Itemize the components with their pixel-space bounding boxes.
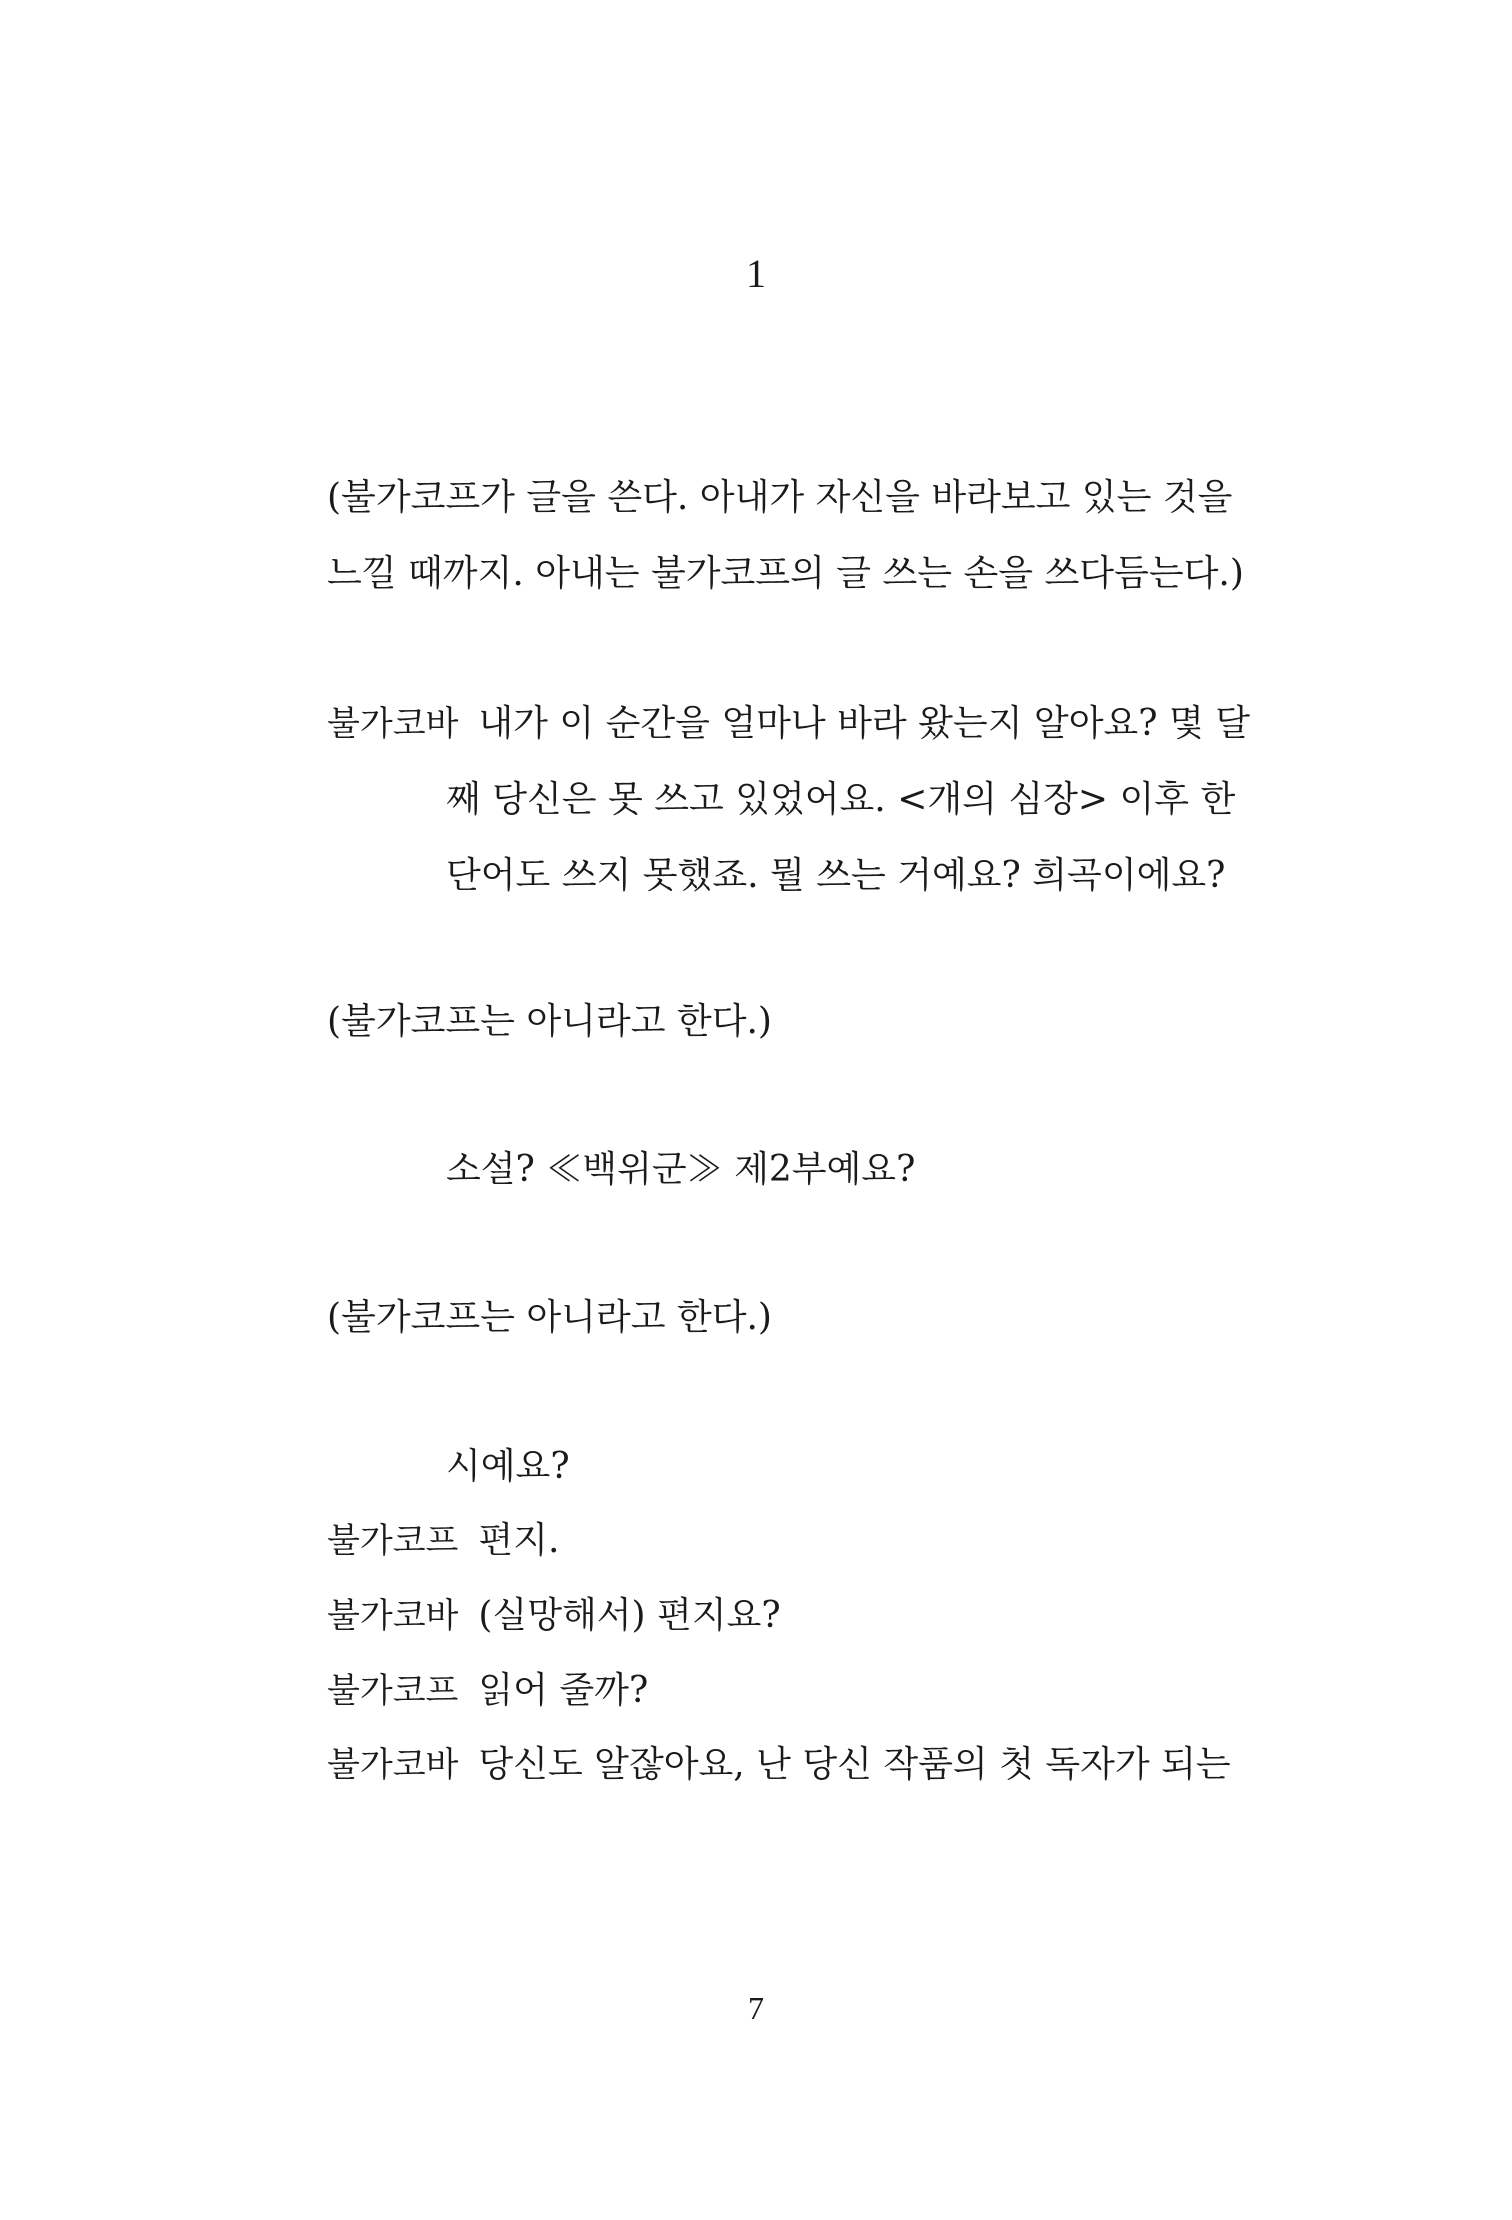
speaker-name: 불가코바 [327,704,459,744]
dialogue-line [327,1517,559,1565]
dialogue-text: 내가 이 순간을 얼마나 바라 왔는지 알아요? 몇 달 [478,703,1250,744]
dialogue-text: 편지. [478,1520,560,1561]
stage-direction-line: (불가코프가 글을 쓴다. 아내가 자신을 바라보고 있는 것을 [327,477,1233,518]
speaker-name: 불가코프 [327,1521,459,1561]
dialogue-line [327,700,1250,748]
stage-direction-line: (불가코프는 아니라고 한다.) [327,1001,772,1042]
dialogue-continuation-line: 시예요? [446,1446,570,1487]
page-number: 7 [748,1990,764,2026]
speaker-name: 불가코바 [327,1745,459,1785]
dialogue-continuation-line: 단어도 쓰지 못했죠. 뭘 쓰는 거예요? 희곡이에요? [446,855,1226,896]
dialogue-text: 당신도 알잖아요, 난 당신 작품의 첫 독자가 되는 [478,1744,1231,1785]
speaker-name: 불가코프 [327,1671,459,1711]
dialogue-continuation-line: 소설? ≪백위군≫ 제2부예요? [446,1149,916,1190]
dialogue-line [327,1741,1231,1789]
dialogue-text: 읽어 줄까? [478,1670,649,1711]
chapter-number: 1 [746,251,766,296]
dialogue-line [327,1592,781,1640]
dialogue-text: (실망해서) 편지요? [478,1595,781,1636]
stage-direction-line: (불가코프는 아니라고 한다.) [327,1297,772,1338]
speaker-name: 불가코바 [327,1596,459,1636]
stage-direction-line: 느낄 때까지. 아내는 불가코프의 글 쓰는 손을 쓰다듬는다.) [327,553,1244,594]
dialogue-continuation-line: 째 당신은 못 쓰고 있었어요. <개의 심장> 이후 한 [446,779,1236,820]
dialogue-line [327,1667,648,1715]
